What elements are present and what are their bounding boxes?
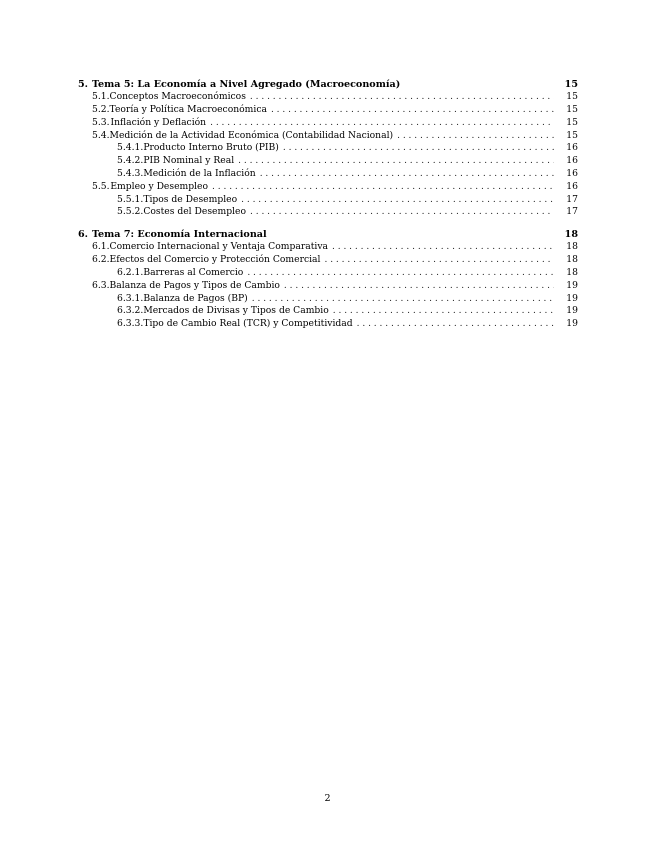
toc-number: 5.4.3. bbox=[117, 167, 144, 179]
toc-number: 5.5.2. bbox=[117, 206, 144, 218]
toc-entry-5-4[interactable] bbox=[78, 130, 578, 143]
dot-leader bbox=[252, 293, 554, 306]
toc-title: Costes del Desempleo bbox=[143, 206, 246, 218]
dot-leader bbox=[357, 318, 554, 331]
dot-leader bbox=[333, 305, 554, 318]
toc-page: 18 bbox=[566, 241, 578, 253]
toc-page: 15 bbox=[566, 129, 578, 141]
toc-number: 5.4.2. bbox=[117, 155, 144, 167]
toc-entry-5-4-2[interactable] bbox=[78, 155, 578, 168]
toc-page: 17 bbox=[566, 206, 578, 218]
toc-page: 16 bbox=[566, 142, 578, 154]
toc-entry-6-2[interactable] bbox=[78, 254, 578, 267]
toc-entry-6-1[interactable] bbox=[78, 241, 578, 254]
toc-number: 5.1. bbox=[92, 91, 110, 103]
toc-entry-5-5-2[interactable] bbox=[78, 206, 578, 219]
dot-leader bbox=[284, 280, 554, 293]
dot-leader bbox=[241, 194, 554, 207]
toc-number: 6.1. bbox=[92, 241, 110, 253]
toc-page: 17 bbox=[566, 193, 578, 205]
toc-page: 16 bbox=[566, 155, 578, 167]
toc-title: Conceptos Macroeconómicos bbox=[109, 91, 246, 103]
toc-number: 5.5. bbox=[92, 180, 110, 192]
toc-number: 5. bbox=[78, 79, 89, 90]
toc-title: Tipos de Desempleo bbox=[143, 193, 238, 205]
toc-page: 19 bbox=[566, 305, 578, 317]
dot-leader bbox=[260, 168, 554, 181]
toc-number: 6.2. bbox=[92, 254, 110, 266]
toc-number: 5.4. bbox=[92, 129, 110, 141]
toc-page: 18 bbox=[564, 229, 578, 241]
toc-page: 15 bbox=[566, 116, 578, 128]
toc-entry-5-4-3[interactable] bbox=[78, 168, 578, 181]
toc-title: Comercio Internacional y Ventaja Comparativa bbox=[109, 241, 328, 253]
toc-page: 15 bbox=[566, 91, 578, 103]
toc-title: PIB Nominal y Real bbox=[143, 155, 235, 167]
toc-number: 5.5.1. bbox=[117, 193, 144, 205]
toc-entry-6-3-3[interactable] bbox=[78, 318, 578, 331]
dot-leader bbox=[212, 181, 554, 194]
toc-page: 18 bbox=[566, 266, 578, 278]
toc-entry-5-5[interactable] bbox=[78, 181, 578, 194]
toc-title: Medición de la Actividad Económica (Contabilidad Nacional) bbox=[109, 129, 394, 141]
toc-title: Barreras al Comercio bbox=[143, 266, 244, 278]
toc-title: Balanza de Pagos y Tipos de Cambio bbox=[109, 279, 280, 291]
toc-title: Tema 7: Economía Internacional bbox=[92, 229, 267, 241]
toc-section-5[interactable] bbox=[78, 78, 578, 91]
toc-title: Mercados de Divisas y Tipos de Cambio bbox=[143, 305, 329, 317]
toc-page: 18 bbox=[566, 254, 578, 266]
toc-page: 19 bbox=[566, 318, 578, 330]
toc-entry-5-5-1[interactable] bbox=[78, 194, 578, 207]
toc-title: Efectos del Comercio y Protección Comercial bbox=[109, 254, 321, 266]
toc-page: 19 bbox=[566, 279, 578, 291]
toc-title: Teoría y Política Macroeconómica bbox=[109, 103, 267, 115]
toc-entry-6-3[interactable] bbox=[78, 280, 578, 293]
toc-entry-6-2-1[interactable] bbox=[78, 267, 578, 280]
toc-number: 5.2. bbox=[92, 103, 110, 115]
toc-number: 6.3.2. bbox=[117, 305, 144, 317]
dot-leader bbox=[271, 104, 554, 117]
toc-number: 6.3. bbox=[92, 279, 110, 291]
dot-leader bbox=[250, 206, 554, 219]
footer-page-number: 2 bbox=[324, 793, 331, 804]
table-of-contents bbox=[78, 78, 578, 331]
toc-entry-6-3-1[interactable] bbox=[78, 293, 578, 306]
toc-title: Balanza de Pagos (BP) bbox=[143, 292, 248, 304]
dot-leader bbox=[210, 117, 554, 130]
toc-title: Tipo de Cambio Real (TCR) y Competitividad bbox=[143, 318, 353, 330]
toc-title: Empleo y Desempleo bbox=[110, 180, 209, 192]
toc-number: 6.3.3. bbox=[117, 318, 144, 330]
toc-page: 19 bbox=[566, 292, 578, 304]
toc-number: 6. bbox=[78, 229, 89, 241]
toc-title: Tema 5: La Economía a Nivel Agregado (Macroeconomía) bbox=[92, 79, 401, 90]
dot-leader bbox=[238, 155, 554, 168]
dot-leader bbox=[247, 267, 554, 280]
toc-number: 6.3.1. bbox=[117, 292, 144, 304]
toc-entry-5-1[interactable] bbox=[78, 91, 578, 104]
toc-number: 5.3. bbox=[92, 116, 110, 128]
toc-number: 5.4.1. bbox=[117, 142, 144, 154]
toc-page: 16 bbox=[566, 167, 578, 179]
toc-entry-5-3[interactable] bbox=[78, 117, 578, 130]
dot-leader bbox=[250, 91, 554, 104]
toc-section-6[interactable] bbox=[78, 228, 578, 241]
toc-entry-5-4-1[interactable] bbox=[78, 142, 578, 155]
toc-page: 16 bbox=[566, 180, 578, 192]
toc-entry-6-3-2[interactable] bbox=[78, 305, 578, 318]
toc-title: Medición de la Inflación bbox=[143, 167, 256, 179]
toc-page: 15 bbox=[564, 79, 578, 90]
dot-leader bbox=[324, 254, 554, 267]
toc-page: 15 bbox=[566, 103, 578, 115]
toc-title: Producto Interno Bruto (PIB) bbox=[143, 142, 279, 154]
toc-entry-5-2[interactable] bbox=[78, 104, 578, 117]
toc-title: Inflación y Deflación bbox=[110, 116, 207, 128]
dot-leader bbox=[397, 130, 554, 143]
dot-leader bbox=[283, 142, 554, 155]
toc-number: 6.2.1. bbox=[117, 266, 144, 278]
dot-leader bbox=[332, 241, 554, 254]
